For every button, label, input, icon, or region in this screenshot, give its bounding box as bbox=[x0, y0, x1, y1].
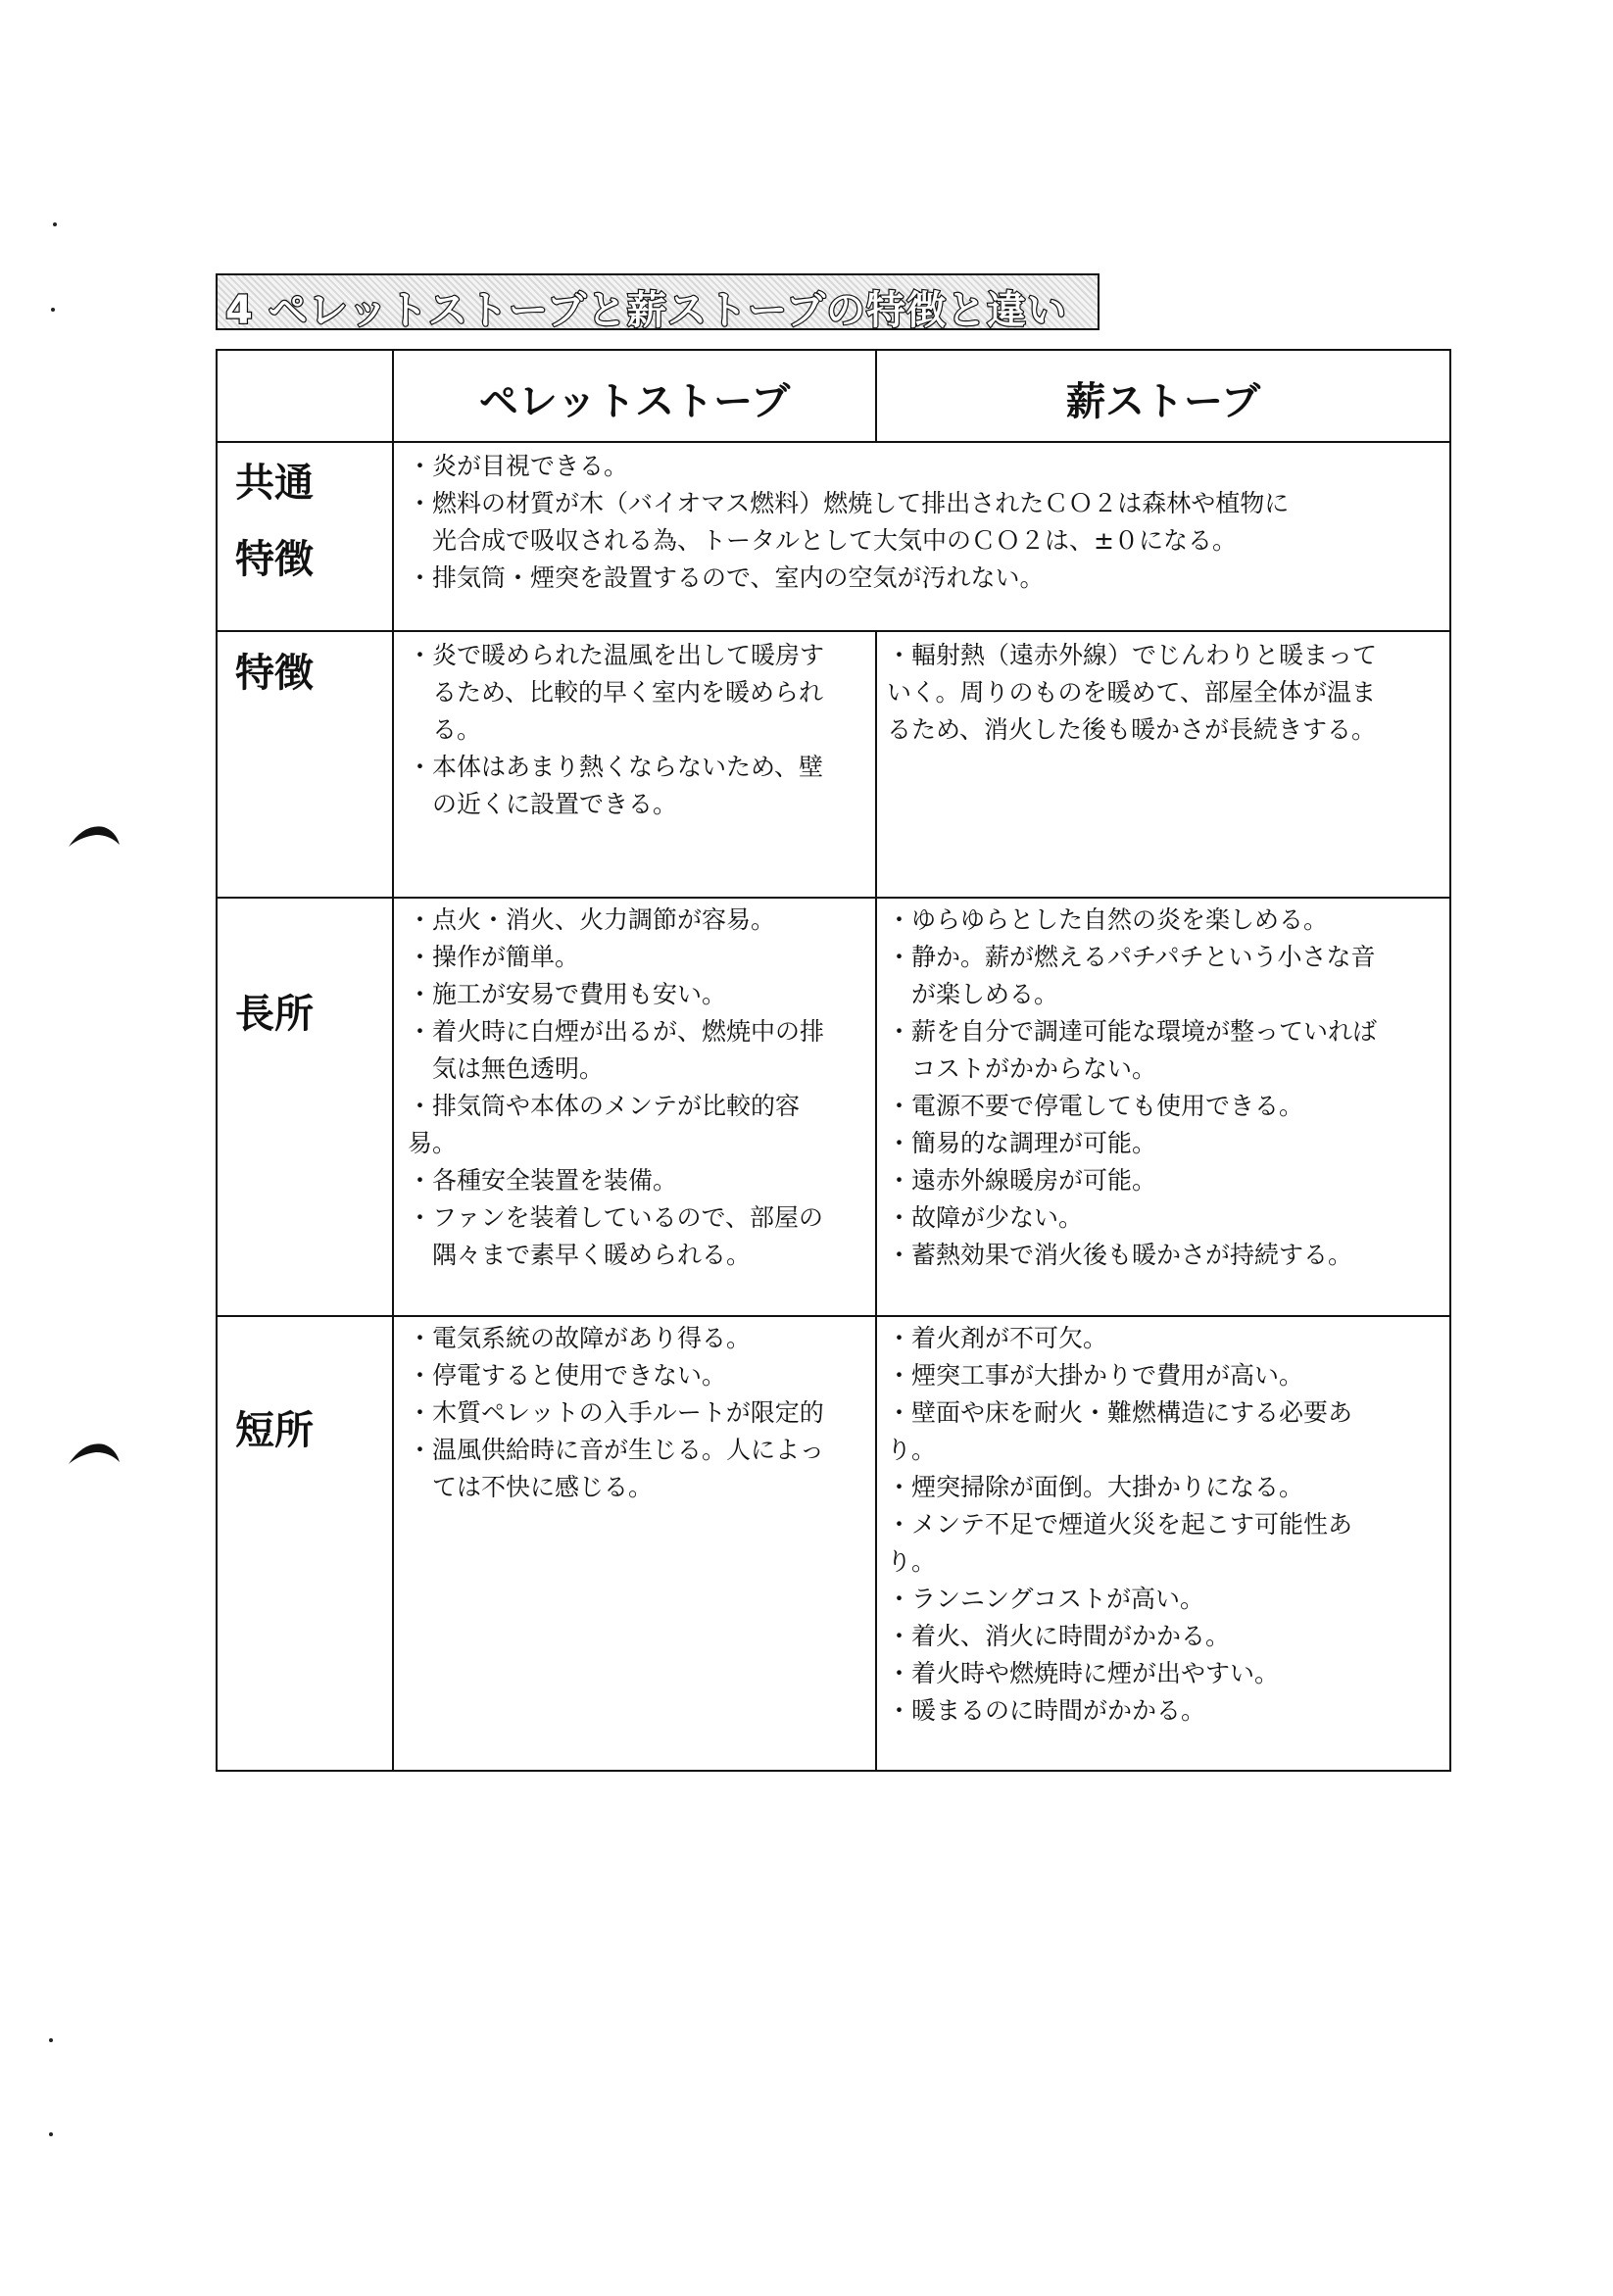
table-divider bbox=[875, 630, 877, 1770]
row-label-pros: 長所 bbox=[235, 992, 314, 1037]
scan-dot bbox=[49, 2038, 53, 2042]
text-line: ・本体はあまり熱くならないため、壁 bbox=[408, 753, 824, 781]
text-line: るため、比較的早く室内を暖められ bbox=[408, 678, 824, 707]
text-line: ・ゆらゆらとした自然の炎を楽しめる。 bbox=[887, 905, 1329, 934]
text-line: ・炎が目視できる。 bbox=[408, 452, 629, 480]
text-line: るため、消火した後も暖かさが長続きする。 bbox=[887, 715, 1377, 744]
text-line: ・蓄熱効果で消火後も暖かさが持続する。 bbox=[887, 1241, 1353, 1269]
punch-hole-mark bbox=[65, 1437, 123, 1470]
column-header-pellet-stove: ペレットストーブ bbox=[478, 379, 791, 424]
text-line: ・温風供給時に音が生じる。人によっ bbox=[408, 1436, 825, 1464]
cell-pellet-cons bbox=[408, 1320, 824, 1506]
text-line: ・メンテ不足で煙道火災を起こす可能性あ bbox=[887, 1510, 1353, 1539]
document-title-box bbox=[216, 273, 1100, 330]
text-line: が楽しめる。 bbox=[887, 980, 1059, 1008]
cell-wood-features bbox=[887, 637, 1377, 749]
text-line: ・着火時に白煙が出るが、燃焼中の排 bbox=[408, 1017, 825, 1046]
text-line: 光合成で吸収される為、トータルとして大気中のＣＯ２は、±０になる。 bbox=[408, 526, 1237, 555]
cell-common-features bbox=[408, 448, 1289, 597]
row-label-cons: 短所 bbox=[235, 1408, 314, 1453]
text-line: ・排気筒や本体のメンテが比較的容 bbox=[408, 1092, 801, 1120]
text-line: の近くに設置できる。 bbox=[408, 790, 678, 818]
text-line: ・輻射熱（遠赤外線）でじんわりと暖まって bbox=[887, 641, 1378, 669]
table-divider bbox=[392, 351, 394, 1770]
text-line: ・燃料の材質が木（バイオマス燃料）燃焼して排出されたＣＯ２は森林や植物に bbox=[408, 489, 1290, 517]
text-line: ・暖まるのに時間がかかる。 bbox=[887, 1696, 1206, 1725]
table-divider bbox=[218, 630, 1449, 632]
text-line: ・停電すると使用できない。 bbox=[408, 1361, 727, 1390]
scan-dot bbox=[53, 222, 57, 226]
cell-pellet-features bbox=[408, 637, 824, 823]
text-line: ・排気筒・煙突を設置するので、室内の空気が汚れない。 bbox=[408, 563, 1045, 592]
text-line: り。 bbox=[887, 1547, 937, 1576]
text-line: ・木質ペレットの入手ルートが限定的 bbox=[408, 1398, 824, 1427]
comparison-table bbox=[216, 349, 1451, 1772]
text-line: ・煙突工事が大掛かりで費用が高い。 bbox=[887, 1361, 1304, 1390]
text-line: コストがかからない。 bbox=[887, 1054, 1157, 1083]
text-line: ・点火・消火、火力調節が容易。 bbox=[408, 905, 776, 934]
text-line: ・着火時や燃焼時に煙が出やすい。 bbox=[887, 1659, 1280, 1687]
text-line: 隅々まで素早く暖められる。 bbox=[408, 1241, 752, 1269]
text-line: ・ランニングコストが高い。 bbox=[887, 1585, 1205, 1613]
text-line: ・ファンを装着しているので、部屋の bbox=[408, 1203, 824, 1232]
text-line: ・炎で暖められた温風を出して暖房す bbox=[408, 641, 825, 669]
text-line: ・各種安全装置を装備。 bbox=[408, 1166, 678, 1195]
text-line: ・施工が安易で費用も安い。 bbox=[408, 980, 727, 1008]
text-line: ・壁面や床を耐火・難燃構造にする必要あ bbox=[887, 1398, 1353, 1427]
text-line: 気は無色透明。 bbox=[408, 1054, 605, 1083]
text-line: ・煙突掃除が面倒。大掛かりになる。 bbox=[887, 1473, 1304, 1501]
table-divider bbox=[218, 897, 1449, 899]
text-line: ・操作が簡単。 bbox=[408, 943, 580, 971]
row-label-features: 特徴 bbox=[235, 651, 314, 696]
column-header-wood-stove: 薪ストーブ bbox=[1066, 379, 1260, 424]
text-line: 易。 bbox=[408, 1129, 458, 1157]
cell-wood-pros bbox=[887, 902, 1377, 1274]
text-line: ・故障が少ない。 bbox=[887, 1203, 1084, 1232]
text-line: ・静か。薪が燃えるパチパチという小さな音 bbox=[887, 943, 1376, 971]
text-line: ・着火剤が不可欠。 bbox=[887, 1324, 1108, 1352]
text-line: ・遠赤外線暖房が可能。 bbox=[887, 1166, 1157, 1195]
text-line: ・簡易的な調理が可能。 bbox=[887, 1129, 1157, 1157]
text-line: いく。周りのものを暖めて、部屋全体が温ま bbox=[887, 678, 1377, 707]
cell-wood-cons bbox=[887, 1320, 1352, 1730]
row-label-common: 共通 特徴 bbox=[235, 461, 314, 582]
table-divider bbox=[218, 441, 1449, 443]
scan-dot bbox=[49, 2132, 53, 2136]
table-divider bbox=[218, 1315, 1449, 1317]
text-line: ・電気系統の故障があり得る。 bbox=[408, 1324, 752, 1352]
text-line: ・薪を自分で調達可能な環境が整っていれば bbox=[887, 1017, 1378, 1046]
text-line: ・電源不要で停電しても使用できる。 bbox=[887, 1092, 1304, 1120]
text-line: り。 bbox=[887, 1436, 937, 1464]
text-line: ・着火、消火に時間がかかる。 bbox=[887, 1622, 1231, 1650]
document-title: 4 ペレットストーブと薪ストーブの特徴と違い bbox=[225, 288, 1067, 330]
scan-dot bbox=[51, 308, 55, 312]
punch-hole-mark bbox=[65, 819, 123, 853]
text-line: ては不快に感じる。 bbox=[408, 1473, 654, 1501]
text-line: る。 bbox=[408, 715, 482, 744]
cell-pellet-pros bbox=[408, 902, 824, 1274]
